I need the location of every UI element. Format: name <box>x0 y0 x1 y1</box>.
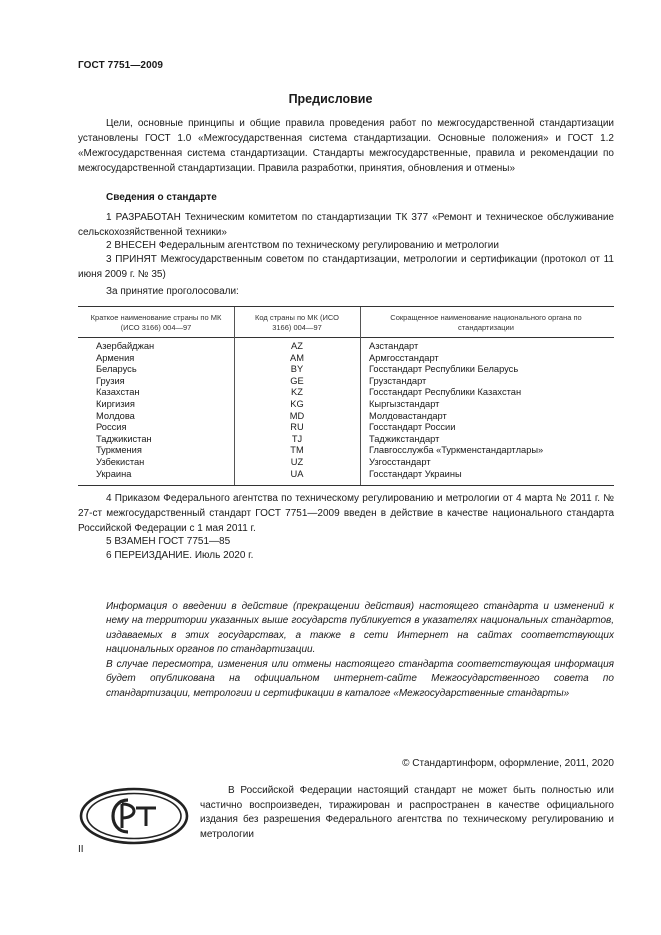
country-code: MD <box>289 410 305 421</box>
info-paragraph-1: Информация о введении в действие (прекращении действия) настоящего стандарта и изменений к нему на территории указанных выше государств публикуется в указателях национальных стандартов, издаваемых в этих государствах, а также в сети Интернет на сайтах соответствующих национальных органов по стандартизации. <box>106 601 614 656</box>
copyright-notice-text: В Российской Федерации настоящий стандарт не может быть полностью или частично воспроизведен, тиражирован и распространен в качестве официального издания без разрешения Федерального агентства по техническому регулированию и метрологии <box>200 785 614 840</box>
country-code: GE <box>290 375 304 386</box>
country-code: TJ <box>291 433 303 444</box>
page-title: Предисловие <box>288 92 373 106</box>
country-code: RU <box>290 422 304 433</box>
item-4-text: 4 Приказом Федерального агентства по техническому регулированию и метрологии от 4 марта № 2011 г. № 27-ст межгосударственный стандарт ГОСТ 7751—2009 введен в действие в качестве национального стандарта Российской Федерации с 1 мая 2011 г. <box>78 493 614 534</box>
item-3 <box>78 252 614 282</box>
country-code: UA <box>290 468 304 479</box>
table-row <box>78 353 614 365</box>
item-1-text: 1 РАЗРАБОТАН Техническим комитетом по стандартизации ТК 377 «Ремонт и техническое обслуживание сельскохозяйственной техники» <box>78 212 614 238</box>
gost-r-logo <box>78 786 190 846</box>
country-code: UZ <box>290 456 304 467</box>
document-code: ГОСТ 7751—2009 <box>78 60 164 71</box>
country-name: Беларусь <box>96 364 137 375</box>
standards-body: Главгосслужба «Туркменстандартлары» <box>369 445 544 456</box>
standards-body: Узгосстандарт <box>369 456 431 467</box>
header-country: Краткое наименование страны по МК (ИСО 3166) 004—97 <box>90 313 222 332</box>
country-code: BY <box>290 364 304 375</box>
item-6: 6 ПЕРЕИЗДАНИЕ. Июль 2020 г. <box>106 550 254 561</box>
table-row <box>78 341 614 353</box>
country-code: KG <box>290 398 304 409</box>
standards-body: Кыргызстандарт <box>369 398 440 409</box>
standards-body: Азстандарт <box>369 341 419 351</box>
country-code: TM <box>290 445 304 456</box>
copyright-line: © Стандартинформ, оформление, 2011, 2020 <box>402 758 614 769</box>
standards-body: Госстандарт Республики Казахстан <box>369 387 522 398</box>
table-row <box>78 469 614 481</box>
standards-body: Таджикстандарт <box>369 433 440 444</box>
country-name: Украина <box>96 468 132 479</box>
item-3-text: 3 ПРИНЯТ Межгосударственным советом по стандартизации, метрологии и сертификации (протокол от 11 июня 2009 г. № 35) <box>78 254 614 280</box>
standards-body: Госстандарт России <box>369 422 456 433</box>
country-name: Грузия <box>96 375 125 386</box>
country-name: Россия <box>96 422 127 433</box>
table-row <box>78 457 614 469</box>
table-row <box>78 387 614 399</box>
standards-body: Госстандарт Республики Беларусь <box>369 364 519 375</box>
item-5: 5 ВЗАМЕН ГОСТ 7751—85 <box>106 536 231 547</box>
country-name: Армения <box>96 352 135 363</box>
standards-body: Молдовастандарт <box>369 410 447 421</box>
item-1 <box>78 210 614 240</box>
section-subheading: Сведения о стандарте <box>106 192 217 203</box>
country-name: Таджикистан <box>96 433 152 444</box>
table-header-row <box>78 307 614 338</box>
header-code: Код страны по МК (ИСО 3166) 004—97 <box>255 313 339 332</box>
countries-table <box>78 306 614 486</box>
page-number: II <box>78 844 84 855</box>
country-name: Киргизия <box>96 398 135 409</box>
table-row <box>78 376 614 388</box>
intro-paragraph <box>78 116 614 176</box>
country-name: Молдова <box>96 410 135 421</box>
standards-body: Армгосстандарт <box>369 352 439 363</box>
standards-body: Грузстандарт <box>369 375 427 386</box>
country-name: Туркмения <box>96 445 142 456</box>
table-row <box>78 434 614 446</box>
header-body: Сокращенное наименование национального органа по стандартизации <box>390 313 582 332</box>
table-body <box>78 341 614 480</box>
info-paragraph-2: В случае пересмотра, изменения или отмены настоящего стандарта соответствующая информация будет опубликована на официальном интернет-сайте Межгосударственного совета по стандартизации, метрологии и сертификации в каталоге «Межгосударственные стандарты» <box>106 659 614 699</box>
table-row <box>78 411 614 423</box>
copyright-notice <box>200 784 614 842</box>
item-2-text: 2 ВНЕСЕН Федеральным агентством по техническому регулированию и метрологии <box>106 240 499 251</box>
table-row <box>78 364 614 376</box>
table-row <box>78 422 614 434</box>
item-2 <box>78 238 614 253</box>
country-name: Казахстан <box>96 387 140 398</box>
table-row <box>78 445 614 457</box>
country-code: AZ <box>291 341 303 351</box>
country-name: Азербайджан <box>96 341 155 351</box>
country-code: KZ <box>291 387 303 398</box>
country-name: Узбекистан <box>96 456 145 467</box>
gost-r-logo-icon <box>78 786 190 846</box>
intro-text: Цели, основные принципы и общие правила проведения работ по межгосударственной стандартизации установлены ГОСТ 1.0 «Межгосударственная система стандартизации. Основные положения» и ГОСТ 1.2 «Межгосударственная система стандартизации. Стандарты межгосударственные, правила и рекомендации по межгосударственной стандартизации. Правила разработки, принятия, обновления и отмены» <box>78 118 614 174</box>
standards-body: Госстандарт Украины <box>369 468 462 479</box>
vote-label: За принятие проголосовали: <box>106 286 239 297</box>
country-code: AM <box>290 352 304 363</box>
table-row <box>78 399 614 411</box>
item-4 <box>78 491 614 536</box>
